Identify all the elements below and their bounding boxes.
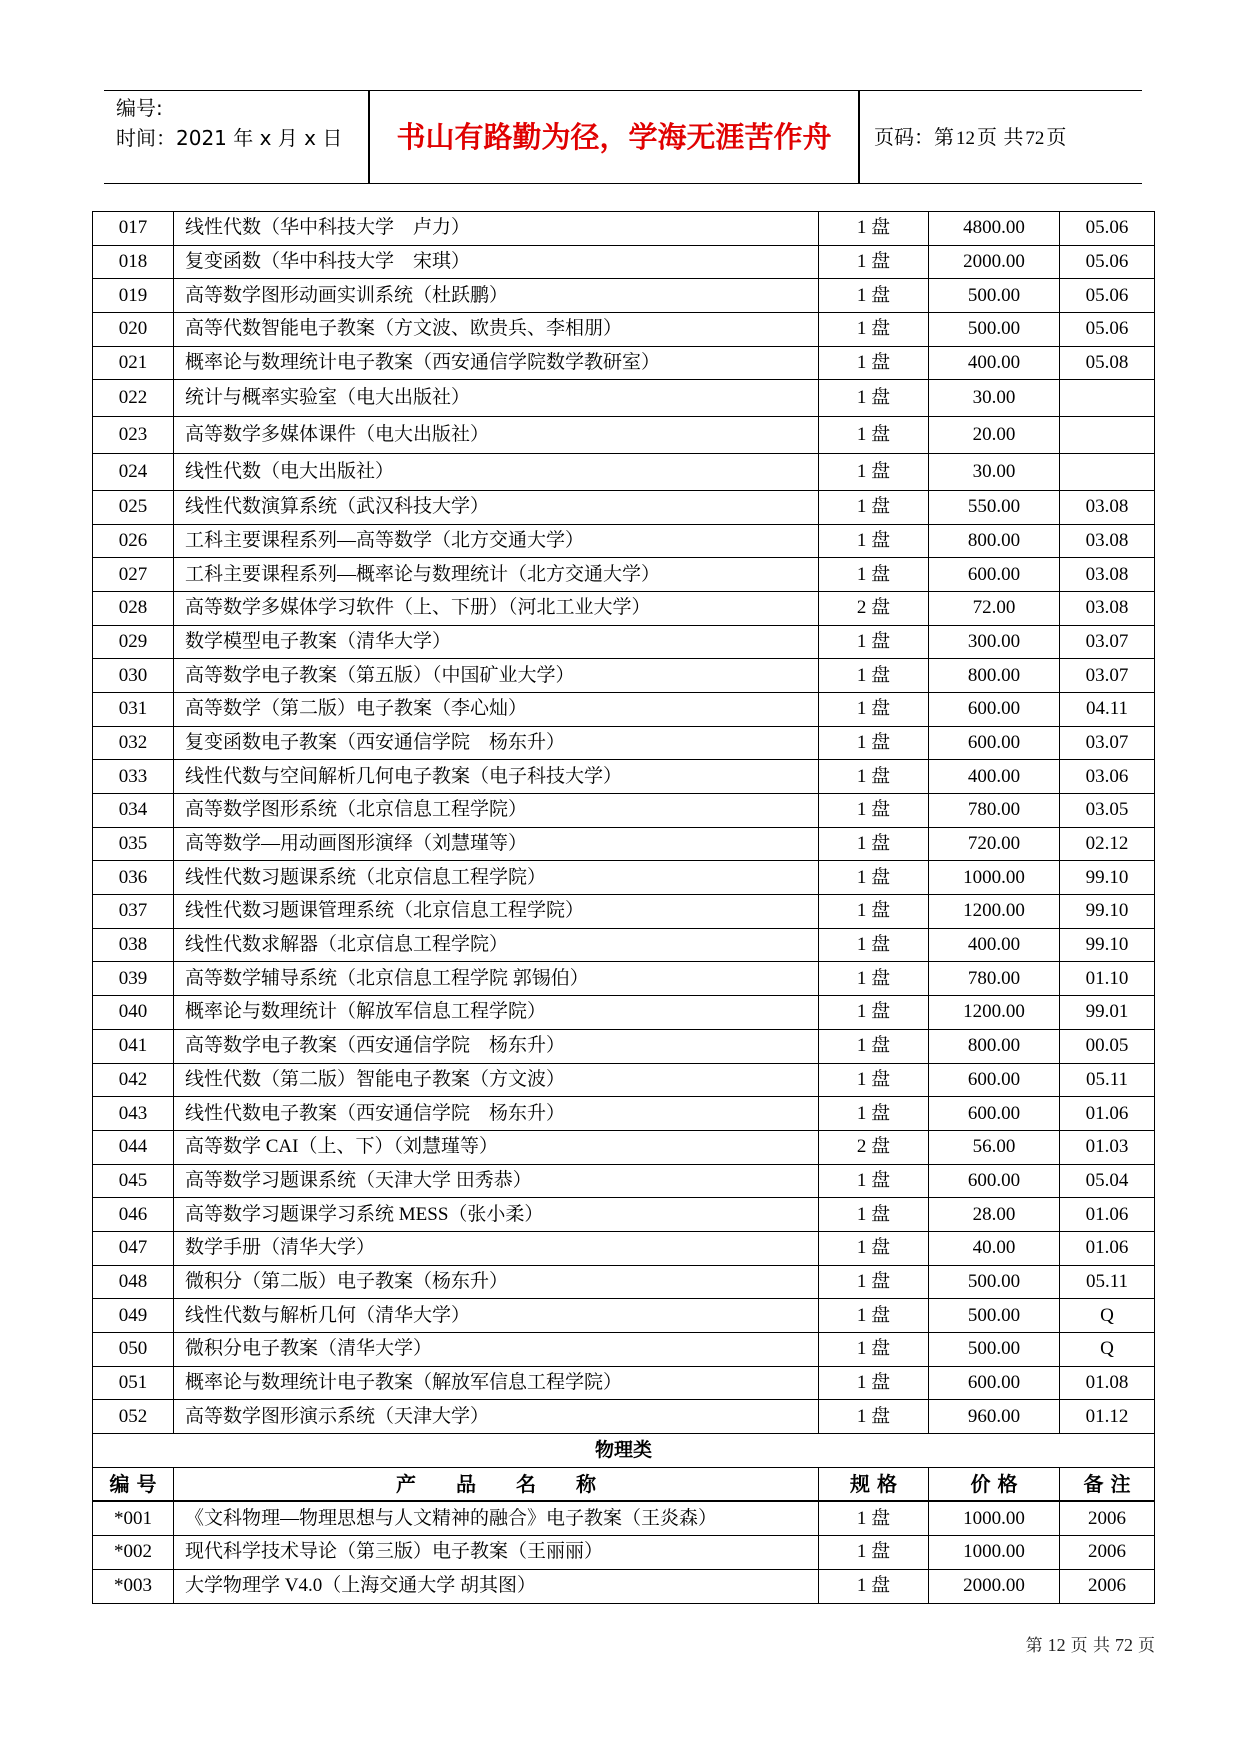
cell-code: 033 xyxy=(93,760,174,794)
cell-spec: 1 盘 xyxy=(819,625,929,659)
cell-code: 028 xyxy=(93,591,174,625)
table-row xyxy=(93,962,1155,996)
cell-code: 043 xyxy=(93,1097,174,1131)
cell-code: *003 xyxy=(93,1569,174,1603)
cell-name: 统计与概率实验室（电大出版社） xyxy=(174,380,819,417)
table-row xyxy=(93,1097,1155,1131)
cell-price: 600.00 xyxy=(929,558,1060,592)
cell-price: 600.00 xyxy=(929,1164,1060,1198)
cell-name: 高等数学图形演示系统（天津大学） xyxy=(174,1400,819,1434)
table-row xyxy=(93,212,1155,246)
table-row xyxy=(93,726,1155,760)
cell-code: 031 xyxy=(93,692,174,726)
cell-spec: 1 盘 xyxy=(819,895,929,929)
cell-code: 051 xyxy=(93,1366,174,1400)
cell-spec: 1 盘 xyxy=(819,760,929,794)
column-header-name: 产 品 名 称 xyxy=(174,1467,819,1501)
footer-page-current: 12 xyxy=(1047,1635,1066,1655)
cell-name: 线性代数（电大出版社） xyxy=(174,454,819,491)
cell-spec: 1 盘 xyxy=(819,1569,929,1603)
cell-spec: 1 盘 xyxy=(819,212,929,246)
cell-code: 050 xyxy=(93,1333,174,1367)
header-page-suffix: 页 xyxy=(1046,125,1067,149)
cell-note: 2006 xyxy=(1060,1569,1155,1603)
table-row xyxy=(93,1029,1155,1063)
header-divider-right xyxy=(858,91,860,183)
cell-price: 550.00 xyxy=(929,490,1060,524)
cell-name: 概率论与数理统计（解放军信息工程学院） xyxy=(174,996,819,1030)
cell-note: 00.05 xyxy=(1060,1029,1155,1063)
cell-code: 047 xyxy=(93,1231,174,1265)
cell-code: 018 xyxy=(93,245,174,279)
cell-name: 高等数学—用动画图形演绎（刘慧瑾等） xyxy=(174,827,819,861)
cell-spec: 1 盘 xyxy=(819,794,929,828)
table-row xyxy=(93,1400,1155,1434)
cell-name: 线性代数与解析几何（清华大学） xyxy=(174,1299,819,1333)
cell-price: 500.00 xyxy=(929,279,1060,313)
cell-spec: 1 盘 xyxy=(819,558,929,592)
cell-price: 800.00 xyxy=(929,659,1060,693)
cell-name: 高等数学（第二版）电子教案（李心灿） xyxy=(174,692,819,726)
cell-spec: 1 盘 xyxy=(819,996,929,1030)
cell-note: 04.11 xyxy=(1060,692,1155,726)
cell-spec: 1 盘 xyxy=(819,1231,929,1265)
header-page-total: 72 xyxy=(1025,128,1045,149)
table-row xyxy=(93,760,1155,794)
physics-rows xyxy=(93,1501,1155,1603)
table-row xyxy=(93,996,1155,1030)
page-footer xyxy=(1026,1631,1155,1656)
cell-price: 30.00 xyxy=(929,380,1060,417)
cell-spec: 1 盘 xyxy=(819,1164,929,1198)
cell-name: 工科主要课程系列—高等数学（北方交通大学） xyxy=(174,524,819,558)
cell-note: 03.07 xyxy=(1060,659,1155,693)
cell-name: 概率论与数理统计电子教案（西安通信学院数学教研室） xyxy=(174,346,819,380)
cell-code: 038 xyxy=(93,928,174,962)
header-page-prefix: 页码：第 xyxy=(874,125,954,149)
cell-price: 800.00 xyxy=(929,524,1060,558)
catalog-table xyxy=(92,211,1155,1604)
footer-prefix: 第 xyxy=(1025,1636,1043,1656)
table-row xyxy=(93,827,1155,861)
cell-spec: 1 盘 xyxy=(819,313,929,347)
cell-note: 01.03 xyxy=(1060,1130,1155,1164)
cell-spec: 2 盘 xyxy=(819,591,929,625)
header-page-mid: 页 共 xyxy=(977,125,1024,149)
table-row xyxy=(93,1265,1155,1299)
cell-name: 线性代数习题课系统（北京信息工程学院） xyxy=(174,861,819,895)
cell-code: 020 xyxy=(93,313,174,347)
cell-name: 高等数学图形系统（北京信息工程学院） xyxy=(174,794,819,828)
cell-note: Q xyxy=(1060,1333,1155,1367)
cell-code: 022 xyxy=(93,380,174,417)
cell-name: 高等数学多媒体学习软件（上、下册）（河北工业大学） xyxy=(174,591,819,625)
cell-code: 023 xyxy=(93,417,174,454)
cell-name: 线性代数电子教案（西安通信学院 杨东升） xyxy=(174,1097,819,1131)
cell-price: 1200.00 xyxy=(929,895,1060,929)
cell-spec: 1 盘 xyxy=(819,1501,929,1535)
cell-note: 03.08 xyxy=(1060,558,1155,592)
cell-price: 300.00 xyxy=(929,625,1060,659)
column-header-row xyxy=(93,1467,1155,1501)
table-row xyxy=(93,1333,1155,1367)
cell-price: 800.00 xyxy=(929,1029,1060,1063)
table-row xyxy=(93,794,1155,828)
cell-name: 线性代数与空间解析几何电子教案（电子科技大学） xyxy=(174,760,819,794)
cell-note: 05.11 xyxy=(1060,1265,1155,1299)
header-meta xyxy=(116,93,366,153)
cell-note: 03.07 xyxy=(1060,625,1155,659)
cell-price: 400.00 xyxy=(929,346,1060,380)
cell-spec: 1 盘 xyxy=(819,454,929,491)
cell-spec: 1 盘 xyxy=(819,1198,929,1232)
cell-name: 工科主要课程系列—概率论与数理统计（北方交通大学） xyxy=(174,558,819,592)
table-row xyxy=(93,1501,1155,1535)
cell-spec: 1 盘 xyxy=(819,1536,929,1570)
cell-name: 线性代数求解器（北京信息工程学院） xyxy=(174,928,819,962)
cell-name: 《文科物理—物理思想与人文精神的融合》电子教案（王炎森） xyxy=(174,1501,819,1535)
table-row xyxy=(93,454,1155,491)
column-header-spec: 规 格 xyxy=(819,1467,929,1501)
table-row xyxy=(93,1536,1155,1570)
cell-price: 20.00 xyxy=(929,417,1060,454)
cell-code: 019 xyxy=(93,279,174,313)
cell-note: 03.07 xyxy=(1060,726,1155,760)
cell-name: 高等数学 CAI（上、下）（刘慧瑾等） xyxy=(174,1130,819,1164)
cell-spec: 1 盘 xyxy=(819,1029,929,1063)
cell-name: 高等数学习题课学习系统 MESS（张小柔） xyxy=(174,1198,819,1232)
cell-note: 05.06 xyxy=(1060,313,1155,347)
cell-code: 037 xyxy=(93,895,174,929)
table-row xyxy=(93,1198,1155,1232)
cell-note: 99.01 xyxy=(1060,996,1155,1030)
section-title: 物理类 xyxy=(93,1434,1155,1468)
cell-spec: 1 盘 xyxy=(819,490,929,524)
cell-spec: 1 盘 xyxy=(819,380,929,417)
table-row xyxy=(93,417,1155,454)
table-row xyxy=(93,692,1155,726)
cell-spec: 1 盘 xyxy=(819,1333,929,1367)
cell-code: 052 xyxy=(93,1400,174,1434)
cell-note: 01.10 xyxy=(1060,962,1155,996)
cell-price: 600.00 xyxy=(929,1063,1060,1097)
table-row xyxy=(93,279,1155,313)
cell-name: 高等数学习题课系统（天津大学 田秀恭） xyxy=(174,1164,819,1198)
table-row xyxy=(93,928,1155,962)
cell-spec: 1 盘 xyxy=(819,1265,929,1299)
cell-spec: 2 盘 xyxy=(819,1130,929,1164)
cell-note: 05.06 xyxy=(1060,279,1155,313)
cell-note: 01.12 xyxy=(1060,1400,1155,1434)
table-row xyxy=(93,591,1155,625)
cell-code: 034 xyxy=(93,794,174,828)
cell-note: 05.11 xyxy=(1060,1063,1155,1097)
cell-spec: 1 盘 xyxy=(819,1366,929,1400)
cell-spec: 1 盘 xyxy=(819,861,929,895)
cell-spec: 1 盘 xyxy=(819,962,929,996)
table-row xyxy=(93,380,1155,417)
cell-code: 029 xyxy=(93,625,174,659)
table-row xyxy=(93,659,1155,693)
cell-price: 500.00 xyxy=(929,1333,1060,1367)
cell-spec: 1 盘 xyxy=(819,659,929,693)
cell-name: 高等数学电子教案（西安通信学院 杨东升） xyxy=(174,1029,819,1063)
cell-price: 600.00 xyxy=(929,1097,1060,1131)
cell-note: 99.10 xyxy=(1060,928,1155,962)
cell-note: 05.06 xyxy=(1060,245,1155,279)
cell-code: 041 xyxy=(93,1029,174,1063)
cell-spec: 1 盘 xyxy=(819,692,929,726)
column-header-code: 编 号 xyxy=(93,1467,174,1501)
cell-note: 03.05 xyxy=(1060,794,1155,828)
cell-price: 600.00 xyxy=(929,726,1060,760)
cell-name: 微积分电子教案（清华大学） xyxy=(174,1333,819,1367)
cell-note: 99.10 xyxy=(1060,895,1155,929)
cell-name: 高等数学辅导系统（北京信息工程学院 郭锡伯） xyxy=(174,962,819,996)
cell-code: 049 xyxy=(93,1299,174,1333)
cell-name: 数学手册（清华大学） xyxy=(174,1231,819,1265)
cell-note: 01.06 xyxy=(1060,1231,1155,1265)
cell-name: 高等数学电子教案（第五版）（中国矿业大学） xyxy=(174,659,819,693)
serial-label: 编号: xyxy=(116,96,163,120)
cell-code: 045 xyxy=(93,1164,174,1198)
table-row xyxy=(93,861,1155,895)
cell-spec: 1 盘 xyxy=(819,279,929,313)
table-row xyxy=(93,245,1155,279)
table-row xyxy=(93,558,1155,592)
table-row xyxy=(93,1130,1155,1164)
cell-spec: 1 盘 xyxy=(819,1400,929,1434)
cell-note: 03.06 xyxy=(1060,760,1155,794)
cell-code: 025 xyxy=(93,490,174,524)
cell-code: 042 xyxy=(93,1063,174,1097)
cell-spec: 1 盘 xyxy=(819,417,929,454)
cell-price: 4800.00 xyxy=(929,212,1060,246)
cell-price: 780.00 xyxy=(929,794,1060,828)
footer-page-total: 72 xyxy=(1115,1635,1133,1655)
table-row xyxy=(93,895,1155,929)
cell-note xyxy=(1060,454,1155,491)
cell-price: 1200.00 xyxy=(929,996,1060,1030)
document-header xyxy=(104,90,1142,184)
cell-name: 线性代数（第二版）智能电子教案（方文波） xyxy=(174,1063,819,1097)
column-header-price: 价 格 xyxy=(929,1467,1060,1501)
cell-code: *001 xyxy=(93,1501,174,1535)
cell-note: 03.08 xyxy=(1060,524,1155,558)
cell-price: 600.00 xyxy=(929,692,1060,726)
cell-name: 线性代数演算系统（武汉科技大学） xyxy=(174,490,819,524)
cell-code: 046 xyxy=(93,1198,174,1232)
cell-price: 500.00 xyxy=(929,1299,1060,1333)
cell-code: 032 xyxy=(93,726,174,760)
cell-price: 720.00 xyxy=(929,827,1060,861)
cell-name: 大学物理学 V4.0（上海交通大学 胡其图） xyxy=(174,1569,819,1603)
cell-spec: 1 盘 xyxy=(819,346,929,380)
cell-spec: 1 盘 xyxy=(819,827,929,861)
cell-note: 05.04 xyxy=(1060,1164,1155,1198)
cell-spec: 1 盘 xyxy=(819,928,929,962)
cell-price: 28.00 xyxy=(929,1198,1060,1232)
table-row xyxy=(93,1231,1155,1265)
table-row xyxy=(93,1164,1155,1198)
column-header-note: 备 注 xyxy=(1060,1467,1155,1501)
cell-price: 56.00 xyxy=(929,1130,1060,1164)
cell-price: 1000.00 xyxy=(929,1536,1060,1570)
cell-code: 017 xyxy=(93,212,174,246)
time-label: 时间：2021 年 x 月 x 日 xyxy=(116,126,343,150)
cell-spec: 1 盘 xyxy=(819,524,929,558)
catalog-table-wrapper xyxy=(92,211,1154,1604)
table-row xyxy=(93,1299,1155,1333)
cell-note: 2006 xyxy=(1060,1536,1155,1570)
cell-name: 线性代数习题课管理系统（北京信息工程学院） xyxy=(174,895,819,929)
cell-price: 960.00 xyxy=(929,1400,1060,1434)
cell-note: 99.10 xyxy=(1060,861,1155,895)
cell-code: 024 xyxy=(93,454,174,491)
cell-name: 数学模型电子教案（清华大学） xyxy=(174,625,819,659)
cell-name: 概率论与数理统计电子教案（解放军信息工程学院） xyxy=(174,1366,819,1400)
cell-spec: 1 盘 xyxy=(819,1063,929,1097)
cell-note xyxy=(1060,417,1155,454)
cell-name: 线性代数（华中科技大学 卢力） xyxy=(174,212,819,246)
header-motto: 书山有路勤为径，学海无涯苦作舟 xyxy=(396,120,832,154)
cell-code: 021 xyxy=(93,346,174,380)
cell-note: Q xyxy=(1060,1299,1155,1333)
cell-code: 036 xyxy=(93,861,174,895)
cell-price: 400.00 xyxy=(929,928,1060,962)
cell-code: 026 xyxy=(93,524,174,558)
cell-name: 复变函数（华中科技大学 宋琪） xyxy=(174,245,819,279)
table-row xyxy=(93,313,1155,347)
table-row xyxy=(93,490,1155,524)
cell-price: 400.00 xyxy=(929,760,1060,794)
cell-code: 048 xyxy=(93,1265,174,1299)
cell-note: 05.06 xyxy=(1060,212,1155,246)
cell-code: *002 xyxy=(93,1536,174,1570)
cell-name: 高等数学图形动画实训系统（杜跃鹏） xyxy=(174,279,819,313)
cell-spec: 1 盘 xyxy=(819,1299,929,1333)
cell-price: 72.00 xyxy=(929,591,1060,625)
cell-price: 500.00 xyxy=(929,1265,1060,1299)
physics-section xyxy=(93,1434,1155,1502)
cell-note xyxy=(1060,380,1155,417)
cell-note: 05.08 xyxy=(1060,346,1155,380)
table-row xyxy=(93,1569,1155,1603)
cell-note: 01.06 xyxy=(1060,1198,1155,1232)
cell-name: 高等代数智能电子教案（方文波、欧贵兵、李相朋） xyxy=(174,313,819,347)
cell-name: 复变函数电子教案（西安通信学院 杨东升） xyxy=(174,726,819,760)
header-page-current: 12 xyxy=(956,128,975,149)
cell-name: 现代科学技术导论（第三版）电子教案（王丽丽） xyxy=(174,1536,819,1570)
table-row xyxy=(93,346,1155,380)
cell-price: 1000.00 xyxy=(929,1501,1060,1535)
cell-note: 02.12 xyxy=(1060,827,1155,861)
cell-price: 40.00 xyxy=(929,1231,1060,1265)
cell-price: 600.00 xyxy=(929,1366,1060,1400)
footer-mid: 页 共 xyxy=(1070,1636,1110,1656)
cell-price: 2000.00 xyxy=(929,245,1060,279)
cell-price: 30.00 xyxy=(929,454,1060,491)
cell-note: 01.06 xyxy=(1060,1097,1155,1131)
cell-note: 2006 xyxy=(1060,1501,1155,1535)
cell-price: 780.00 xyxy=(929,962,1060,996)
cell-code: 030 xyxy=(93,659,174,693)
cell-code: 039 xyxy=(93,962,174,996)
cell-note: 03.08 xyxy=(1060,490,1155,524)
footer-suffix: 页 xyxy=(1138,1636,1155,1656)
table-row xyxy=(93,1063,1155,1097)
table-row xyxy=(93,1366,1155,1400)
cell-code: 044 xyxy=(93,1130,174,1164)
table-row xyxy=(93,625,1155,659)
cell-price: 2000.00 xyxy=(929,1569,1060,1603)
cell-name: 高等数学多媒体课件（电大出版社） xyxy=(174,417,819,454)
cell-note: 01.08 xyxy=(1060,1366,1155,1400)
cell-spec: 1 盘 xyxy=(819,1097,929,1131)
cell-note: 03.08 xyxy=(1060,591,1155,625)
section-header-row xyxy=(93,1434,1155,1468)
cell-price: 1000.00 xyxy=(929,861,1060,895)
cell-code: 035 xyxy=(93,827,174,861)
math-rows xyxy=(93,212,1155,1434)
cell-spec: 1 盘 xyxy=(819,245,929,279)
cell-code: 040 xyxy=(93,996,174,1030)
cell-code: 027 xyxy=(93,558,174,592)
cell-price: 500.00 xyxy=(929,313,1060,347)
cell-name: 微积分（第二版）电子教案（杨东升） xyxy=(174,1265,819,1299)
table-row xyxy=(93,524,1155,558)
header-page-indicator xyxy=(874,91,1066,183)
cell-spec: 1 盘 xyxy=(819,726,929,760)
